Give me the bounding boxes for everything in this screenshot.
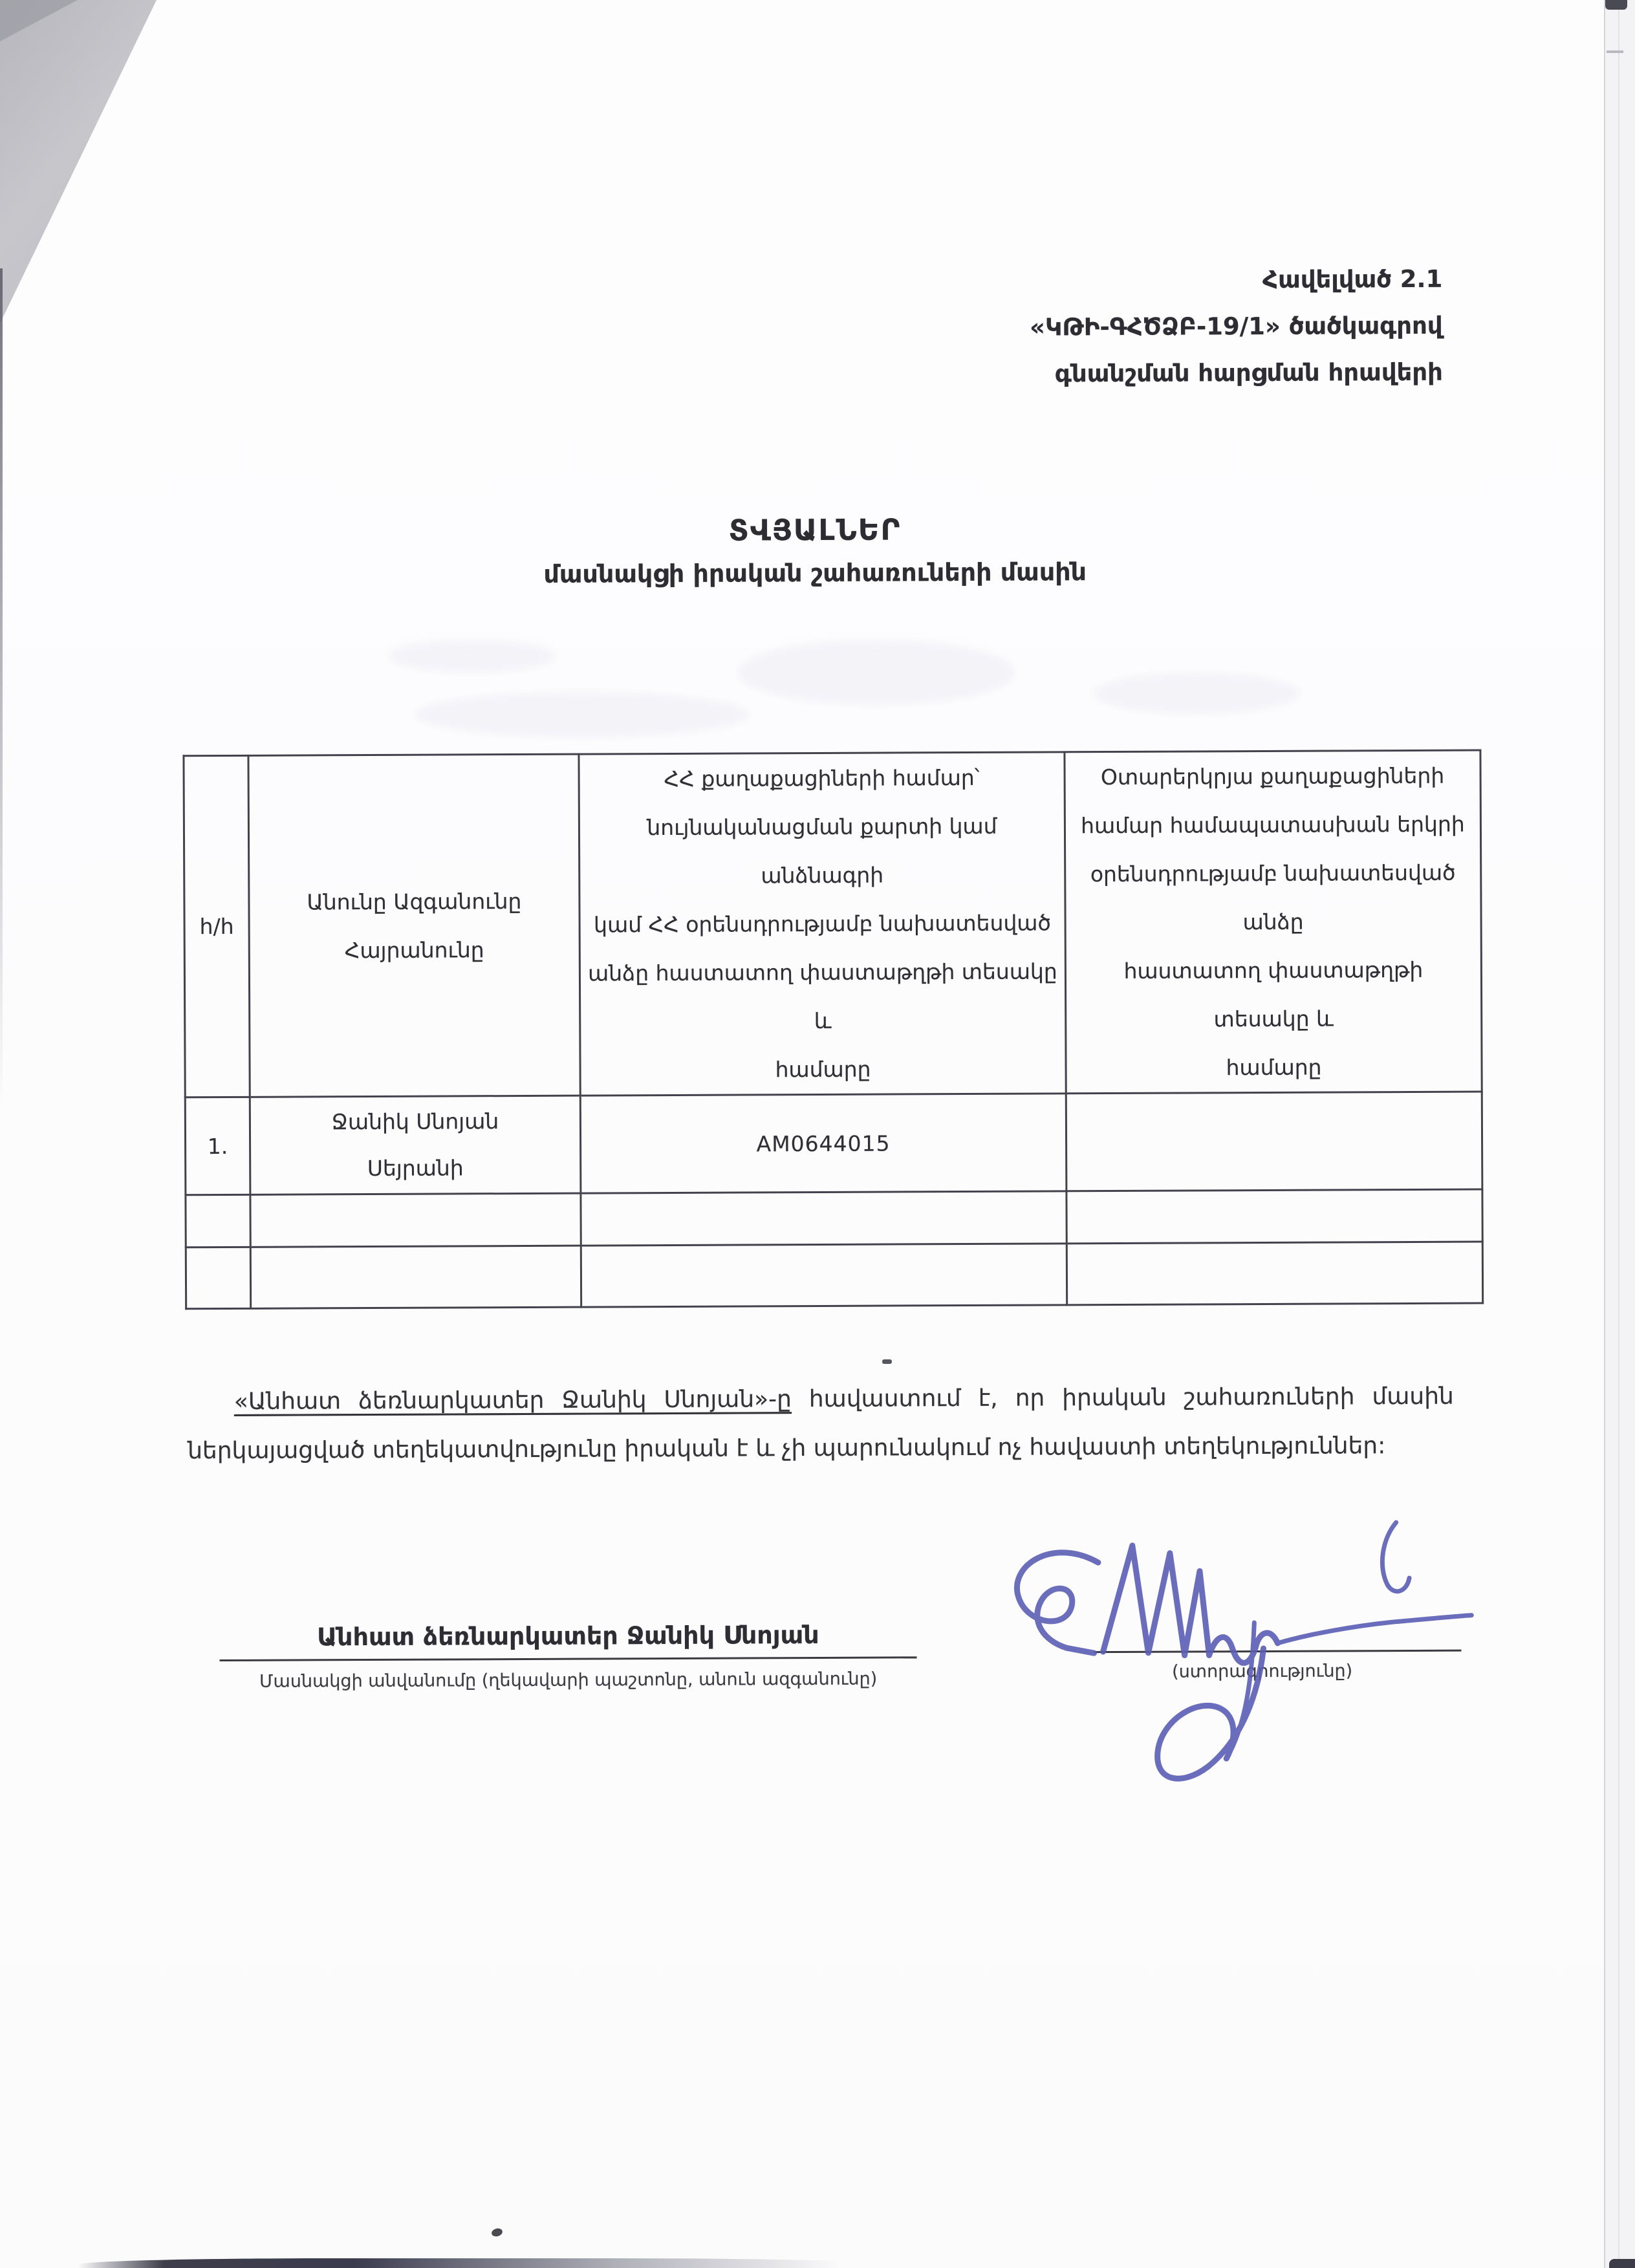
participant-name-underlined: «Անհատ ձեռնարկատեր Ջանիկ Սնոյան»-ը (233, 1386, 792, 1415)
row-document-number (581, 1244, 1067, 1307)
signature-caption: (ստորագրությունը) (1172, 1661, 1353, 1682)
invitation-reference: գնանշման հարցման հրավերի (1054, 358, 1443, 388)
table-row (186, 1242, 1482, 1309)
participant-name-caption: Մասնակցի անվանումը (ղեկավարի պաշտոնը, անուն ազգանունը) (259, 1669, 878, 1692)
document-title: ՏՎՅԱԼՆԵՐ (728, 512, 902, 548)
row-number: 1. (185, 1097, 250, 1194)
table-row (185, 1092, 1482, 1195)
declaration-paragraph (188, 1372, 1455, 1476)
handwritten-signature (939, 1484, 1522, 1823)
header-foreign-citizen-document: Օտարերկրյա քաղաքացիների համար համապատասխան երկրի օրենսդրությամբ նախատեսված անձը հաստատող փաստաթղթի տեսակը և համարը (1065, 750, 1482, 1094)
row-foreign-document (1066, 1092, 1482, 1191)
table-row (186, 1189, 1482, 1247)
header-full-name: Անունը Ազգանունը Հայրանունը (248, 754, 580, 1097)
row-foreign-document (1067, 1189, 1482, 1244)
row-full-name (250, 1246, 581, 1308)
document-subtitle: մասնակցի իրական շահառուների մասին (543, 557, 1087, 589)
row-full-name: Ջանիկ Սնոյան Սեյրանի (250, 1096, 581, 1194)
participant-name-block (219, 1620, 916, 1692)
row-foreign-document (1067, 1242, 1482, 1305)
table-header-row (184, 750, 1482, 1097)
row-number (186, 1247, 250, 1308)
participant-name: Անհատ ձեռնարկատեր Ջանիկ Սնոյան (317, 1620, 819, 1652)
annex-number: Հավելված 2.1 (1262, 265, 1443, 294)
declaration-text: հավաստում է, որ իրական շահառուների մասին ներկայացված տեղեկատվությունը իրական է և չի պարունակում ոչ հավաստի տեղեկություններ: (188, 1383, 1454, 1465)
row-full-name (250, 1193, 581, 1247)
beneficiaries-table (182, 750, 1484, 1310)
row-number (186, 1194, 250, 1247)
header-number: հ/հ (184, 755, 250, 1097)
header-ra-citizen-document: ՀՀ քաղաքացիների համար՝ նույնականացման քարտի կամ անձնագրի կամ ՀՀ օրենսդրությամբ նախատեսված անձը հաստատող փաստաթղթի տեսակը և համարը (579, 752, 1066, 1096)
annex-reference-block (1030, 256, 1443, 398)
row-document-number: AM0644015 (580, 1094, 1067, 1193)
row-document-number (581, 1191, 1067, 1246)
procurement-code: «ԿԹԻ-ԳՀԾՁԲ-19/1» ծածկագրով (1029, 311, 1443, 341)
